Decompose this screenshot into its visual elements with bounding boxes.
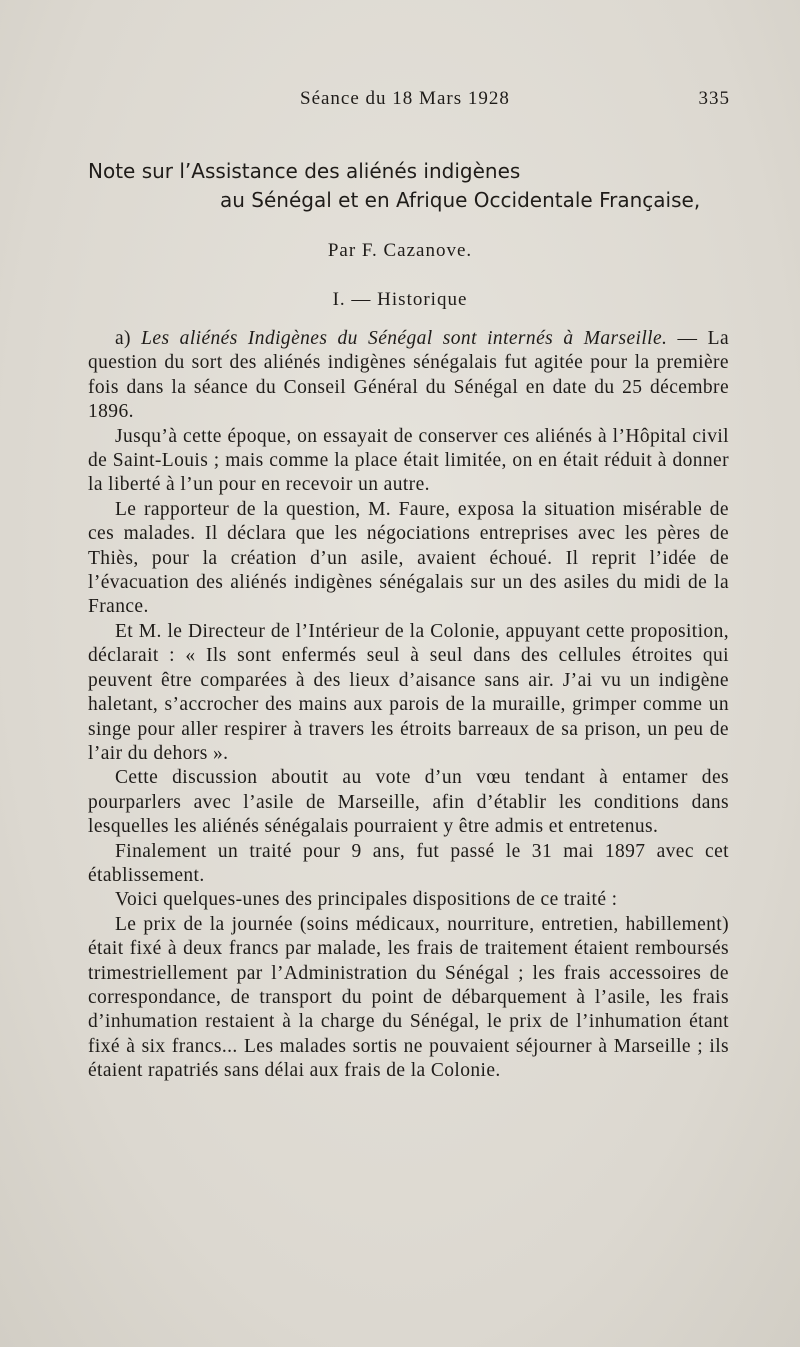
article-title	[88, 157, 728, 215]
subheading-text: Les aliénés Indigènes du Sénégal sont internés à Marseille.	[141, 328, 668, 349]
running-head-title: Séance du 18 Mars 1928	[300, 88, 510, 109]
paragraph-6: Finalement un traité pour 9 ans, fut passé le 31 mai 1897 avec cet établissement.	[88, 840, 729, 886]
section-heading: I. — Historique	[332, 289, 468, 310]
paragraph-5: Cette discussion aboutit au vote d’un vœu tendant à entamer des pourparlers avec l’asile de Marseille, afin d’établir les conditions dans lesquelles les aliénés sénégalais pourraient y être admis et entretenus.	[88, 767, 729, 838]
author-byline: Par F. Cazanove.	[327, 240, 473, 261]
page-number: 335	[698, 88, 730, 109]
subheading-paragraph	[88, 327, 729, 425]
paragraph-3: Le rapporteur de la question, M. Faure, exposa la situation misérable de ces malades. Il déclara que les négociations entreprises avec les pères de Thiès, pour la création d’un asile, avaient échoué. Il reprit l’idée de l’évacuation des aliénés indigènes sénégalais sur un des asiles du midi de la France.	[88, 498, 729, 618]
subheading-label: a)	[115, 328, 131, 349]
paragraph-8: Le prix de la journée (soins médicaux, nourriture, entretien, habillement) était fixé à deux francs par malade, les frais de traitement étaient remboursés trimestriellement par l’Administration du Sénégal ; les frais accessoires de correspondance, de transport du point de débarquement à l’asile, les frais d’inhumation restaient à la charge du Sénégal, le prix de l’inhumation étant fixé à six francs... Les malades sortis ne pouvaient séjourner à Marseille ; ils étaient rapatriés sans délai aux frais de la Colonie.	[88, 913, 729, 1082]
paragraph-7: Voici quelques-unes des principales dispositions de ce traité :	[115, 889, 618, 911]
body-text	[88, 327, 729, 1084]
paragraph-4: Et M. le Directeur de l’Intérieur de la Colonie, appuyant cette proposition, déclarait : « Ils sont enfermés seul à seul dans des cellules étroites qui peuvent être comparées à des lieux d’aisance sans air. J’ai vu un indigène haletant, s’accrocher des mains aux parois de la muraille, grimper comme un singe pour aller respirer à travers les étroits barreaux de sa prison, un peu de l’air du dehors ».	[88, 620, 729, 764]
article-title-line-1: Note sur l’Assistance des aliénés indigènes	[88, 159, 521, 183]
paragraph-1: — La question du sort des aliénés indigènes sénégalais fut agitée pour la première fois dans la séance du Conseil Général du Sénégal en date du 25 décembre 1896.	[88, 328, 730, 423]
paragraph-2: Jusqu’à cette époque, on essayait de conserver ces aliénés à l’Hôpital civil de Saint-Louis ; mais comme la place était limitée, on en était réduit à donner la liberté à l’un pour en recevoir un autre.	[88, 425, 729, 496]
article-title-line-2: au Sénégal et en Afrique Occidentale Française,	[220, 188, 701, 212]
